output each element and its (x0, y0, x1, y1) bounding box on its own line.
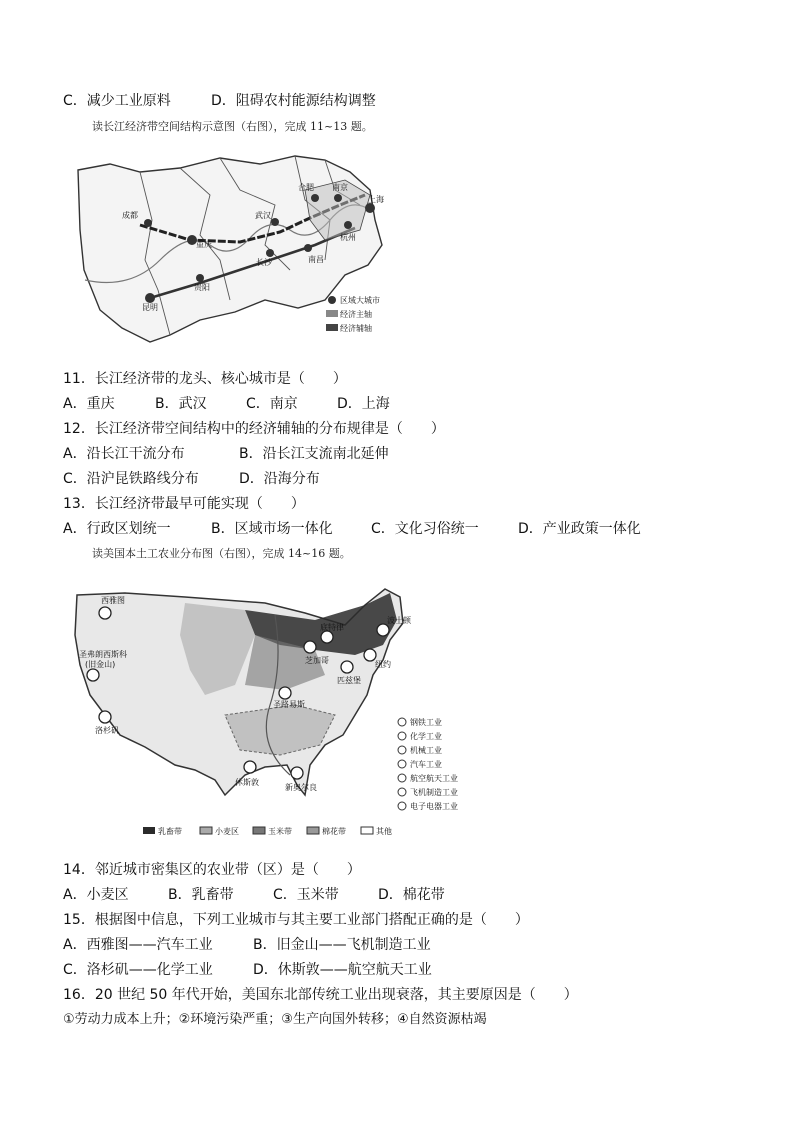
legend-electronics: 电子电器工业 (410, 802, 458, 811)
city-kunming: 昆明 (142, 303, 158, 312)
legend-main-axis: 经济主轴 (340, 310, 372, 319)
q11-option-b: B．武汉 (155, 396, 207, 412)
legend-auto: 汽车工业 (410, 760, 442, 769)
q12-option-a: A．沿长江干流分布 (63, 446, 185, 462)
legend-dairy: 乳畜带 (158, 827, 182, 836)
legend-aircraft: 飞机制造工业 (410, 788, 458, 797)
q14-option-a: A．小麦区 (63, 887, 129, 903)
q10-option-c: C．减少工业原料 (63, 93, 171, 109)
city-new-orleans: 新奥尔良 (285, 783, 317, 792)
legend-aux-axis: 经济辅轴 (340, 324, 372, 333)
legend-cotton: 棉花带 (322, 827, 346, 836)
city-seattle: 西雅图 (101, 596, 125, 605)
legend-wheat: 小麦区 (215, 827, 239, 836)
city-changsha: 长沙 (256, 258, 272, 267)
q13-option-b: B．区域市场一体化 (211, 521, 333, 537)
legend-other: 其他 (376, 827, 392, 836)
city-nanchang: 南昌 (308, 255, 324, 264)
legend-steel: 钢铁工业 (410, 718, 442, 727)
q12-stem: 12．长江经济带空间结构中的经济辅轴的分布规律是（ ） (63, 421, 445, 437)
city-shanghai: 上海 (368, 195, 384, 204)
q13-option-d: D．产业政策一体化 (518, 521, 641, 537)
city-new-york: 纽约 (375, 660, 391, 669)
city-wuhan: 武汉 (255, 211, 271, 220)
q15-stem: 15．根据图中信息，下列工业城市与其主要工业部门搭配正确的是（ ） (63, 912, 529, 928)
legend-machinery: 机械工业 (410, 746, 442, 755)
q14-option-d: D．棉花带 (378, 887, 445, 903)
legend-corn: 玉米带 (268, 827, 292, 836)
city-san-francisco: 圣弗朗西斯科 (79, 650, 127, 659)
intro-14-16: 读美国本土工农业分布图（右图），完成 14~16 题。 (92, 547, 351, 560)
city-chengdu: 成都 (122, 211, 138, 220)
q13-stem: 13．长江经济带最早可能实现（ ） (63, 496, 305, 512)
q12-option-c: C．沿沪昆铁路线分布 (63, 471, 199, 487)
q11-option-d: D．上海 (337, 396, 390, 412)
yangtze-economic-belt-map (70, 150, 400, 350)
q12-option-d: D．沿海分布 (239, 471, 320, 487)
q11-stem: 11．长江经济带的龙头、核心城市是（ ） (63, 371, 347, 387)
q14-stem: 14．邻近城市密集区的农业带（区）是（ ） (63, 862, 361, 878)
q15-option-a: A．西雅图——汽车工业 (63, 937, 213, 953)
q11-option-a: A．重庆 (63, 396, 115, 412)
q11-option-c: C．南京 (246, 396, 298, 412)
city-san-francisco-alt: (旧金山) (85, 660, 116, 669)
q12-option-b: B．沿长江支流南北延伸 (239, 446, 389, 462)
q15-option-d: D．休斯敦——航空航天工业 (253, 962, 432, 978)
q15-option-b: B．旧金山——飞机制造工业 (253, 937, 431, 953)
city-st-louis: 圣路易斯 (273, 700, 305, 709)
city-hangzhou: 杭州 (340, 233, 356, 242)
city-nanjing: 南京 (332, 183, 348, 192)
legend-aerospace: 航空航天工业 (410, 774, 458, 783)
q14-option-b: B．乳畜带 (168, 887, 234, 903)
city-hefei: 合肥 (298, 183, 314, 192)
us-industry-agriculture-map (65, 575, 485, 845)
q14-option-c: C．玉米带 (273, 887, 339, 903)
q13-option-a: A．行政区划统一 (63, 521, 171, 537)
q16-statements: ①劳动力成本上升；②环境污染严重；③生产向国外转移；④自然资源枯竭 (63, 1012, 487, 1027)
legend-big-city: 区域大城市 (340, 296, 380, 305)
legend-chemical: 化学工业 (410, 732, 442, 741)
city-pittsburgh: 匹兹堡 (337, 676, 361, 685)
city-houston: 休斯敦 (235, 778, 259, 787)
city-boston: 波士顿 (387, 616, 411, 625)
q15-option-c: C．洛杉矶——化学工业 (63, 962, 213, 978)
q16-stem: 16．20 世纪 50 年代开始，美国东北部传统工业出现衰落，其主要原因是（ ） (63, 987, 578, 1003)
city-detroit: 底特律 (320, 623, 344, 632)
city-guiyang: 贵阳 (194, 283, 210, 292)
city-chicago: 芝加哥 (305, 656, 329, 665)
q13-option-c: C．文化习俗统一 (371, 521, 479, 537)
city-chongqing: 重庆 (196, 240, 212, 249)
q10-option-d: D．阻碍农村能源结构调整 (211, 93, 376, 109)
city-los-angeles: 洛杉矶 (95, 726, 119, 735)
intro-11-13: 读长江经济带空间结构示意图（右图），完成 11~13 题。 (92, 120, 373, 133)
